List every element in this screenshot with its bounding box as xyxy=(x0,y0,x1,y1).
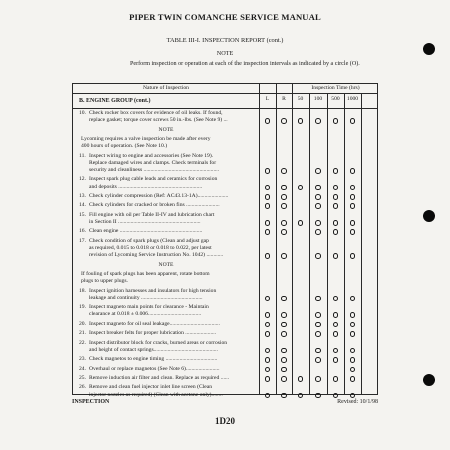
column-header-inspection-time: Inspection Time (hrs) xyxy=(311,85,360,91)
table-divider xyxy=(73,108,377,109)
interval-circle-mark xyxy=(315,168,321,174)
inspection-row xyxy=(73,384,379,398)
interval-circle-mark xyxy=(350,253,356,259)
description-line: clearance at 0.018 ± 0.006...................................... xyxy=(89,311,202,318)
inspection-row xyxy=(73,288,379,302)
interval-circle-mark xyxy=(315,185,321,191)
interval-circle-mark xyxy=(350,203,356,209)
interval-circle-mark xyxy=(315,322,321,328)
interval-circle-mark xyxy=(333,357,339,363)
item-number: 12. xyxy=(79,176,86,183)
interval-circle-mark xyxy=(265,348,271,354)
inspection-row xyxy=(73,110,379,124)
interval-circle-mark xyxy=(298,220,304,226)
inspection-description xyxy=(79,366,257,373)
item-number: 22. xyxy=(79,339,86,346)
interval-circle-mark xyxy=(315,348,321,354)
description-line: Fill engine with oil per Table II-IV and lubrication chart xyxy=(89,211,215,218)
description-line: Check rocker box covers for evidence of oil leaks. If found, xyxy=(89,110,223,116)
table-divider xyxy=(73,93,377,94)
item-number: 24. xyxy=(79,365,86,372)
inspection-row xyxy=(73,153,379,175)
inspection-description xyxy=(79,356,257,363)
interval-circle-mark xyxy=(333,322,339,328)
item-number: 17. xyxy=(79,237,86,244)
interval-circle-mark xyxy=(281,376,287,382)
interval-circle-mark xyxy=(281,348,287,354)
inspection-description xyxy=(79,375,257,382)
inspection-row xyxy=(73,304,379,318)
interval-circle-mark xyxy=(315,357,321,363)
interval-circle-mark xyxy=(281,393,287,399)
inspection-row xyxy=(73,356,379,363)
interval-circle-mark xyxy=(281,357,287,363)
interval-circle-mark xyxy=(265,203,271,209)
item-number: 15. xyxy=(79,211,86,218)
interval-circle-mark xyxy=(265,118,271,124)
description-line: replace gasket; torque cover screws 50 in.-lbs. (See Note 9) ... xyxy=(89,117,228,124)
item-number: 16. xyxy=(79,228,86,235)
interval-circle-mark xyxy=(350,376,356,382)
interval-circle-mark xyxy=(333,331,339,337)
description-line: Check condition of spark plugs (Clean and adjust gap xyxy=(89,237,209,244)
description-line: Replace damaged wires and clamps. Check terminals for xyxy=(89,159,217,166)
description-line: Remove induction air filter and clean. Replace as required ...... xyxy=(89,375,230,381)
interval-circle-mark xyxy=(281,194,287,200)
inspection-row xyxy=(73,321,379,328)
note-text xyxy=(81,271,257,285)
interval-circle-mark xyxy=(315,229,321,235)
interval-circle-mark xyxy=(333,312,339,318)
description-line: leakage and continuity ............................................ xyxy=(89,294,203,301)
interval-circle-mark xyxy=(265,296,271,302)
column-header-l: L xyxy=(265,96,270,102)
description-line: as required, 0.015 to 0.018 or 0.018 to 0.022, per latest xyxy=(89,245,212,251)
page-number: 1D20 xyxy=(215,416,235,426)
interval-circle-mark xyxy=(281,168,287,174)
interval-circle-mark xyxy=(281,322,287,328)
description-line: Lycoming requires a valve inspection be made after every xyxy=(81,136,211,142)
description-line: revision of Lycoming Service Instruction No. 1042) ............ xyxy=(89,252,224,259)
interval-circle-mark xyxy=(333,376,339,382)
interval-circle-mark xyxy=(333,220,339,226)
interval-circle-mark xyxy=(315,253,321,259)
interval-circle-mark xyxy=(333,393,339,399)
inspection-row xyxy=(73,340,379,354)
item-number: 11. xyxy=(79,152,86,159)
note-text-row xyxy=(73,271,379,285)
interval-circle-mark xyxy=(315,393,321,399)
interval-circle-mark xyxy=(350,185,356,191)
interval-circle-mark xyxy=(265,220,271,226)
note-heading-row xyxy=(73,127,379,134)
description-line: Inspect ignition harnesses and insulators for high tension xyxy=(89,287,217,294)
interval-circle-mark xyxy=(265,367,271,373)
interval-circle-mark xyxy=(350,393,356,399)
interval-circle-mark xyxy=(265,393,271,399)
interval-circle-mark xyxy=(281,229,287,235)
interval-circle-mark xyxy=(265,376,271,382)
interval-circle-mark xyxy=(315,194,321,200)
interval-circle-mark xyxy=(281,118,287,124)
description-line: If fouling of spark plugs has been apparent, rotate bottom xyxy=(81,271,210,277)
inspection-row xyxy=(73,375,379,382)
inspection-description xyxy=(79,176,257,190)
description-line: injector nozzles as required) (Clean with acetone only)........ xyxy=(89,391,223,398)
interval-circle-mark xyxy=(315,220,321,226)
inspection-row xyxy=(73,176,379,190)
description-line: Inspect breaker felts for proper lubrication ...................... xyxy=(89,330,217,337)
interval-circle-mark xyxy=(350,220,356,226)
column-header-1000: 1000 xyxy=(346,96,359,102)
inspection-description xyxy=(79,321,257,328)
item-number: 10. xyxy=(79,110,86,116)
item-number: 14. xyxy=(79,202,86,209)
inspection-description xyxy=(79,202,257,209)
interval-circle-mark xyxy=(281,296,287,302)
note-text-row xyxy=(73,136,379,150)
note-text xyxy=(81,136,257,150)
item-number: 26. xyxy=(79,384,86,391)
inspection-row xyxy=(73,366,379,373)
description-line: NOTE xyxy=(158,261,174,268)
interval-circle-mark xyxy=(333,185,339,191)
interval-circle-mark xyxy=(281,185,287,191)
interval-circle-mark xyxy=(350,348,356,354)
description-line: and height of contact springs.............................................. xyxy=(89,346,218,353)
inspection-description xyxy=(79,304,257,318)
interval-circle-mark xyxy=(333,168,339,174)
interval-circle-mark xyxy=(315,312,321,318)
column-header-100: 100 xyxy=(313,96,323,102)
interval-circle-mark xyxy=(350,118,356,124)
interval-circle-mark xyxy=(265,194,271,200)
item-number: 21. xyxy=(79,330,86,337)
item-number: 18. xyxy=(79,287,86,294)
note-text: Perform inspection or operation at each of the inspection intervals as indicated by a circle (O). xyxy=(130,61,360,67)
page-title: PIPER TWIN COMANCHE SERVICE MANUAL xyxy=(129,12,321,22)
description-line: Check cylinder compression (Ref: AC43.13-1A)...................... xyxy=(89,193,229,199)
interval-circle-mark xyxy=(298,185,304,191)
interval-circle-mark xyxy=(315,296,321,302)
inspection-row xyxy=(73,228,379,235)
interval-circle-mark xyxy=(281,331,287,337)
column-header-50: 50 xyxy=(297,96,304,102)
interval-circle-mark xyxy=(265,331,271,337)
interval-circle-mark xyxy=(350,312,356,318)
item-number: 23. xyxy=(79,356,86,363)
punch-hole-middle xyxy=(423,210,435,222)
description-line: Inspect distributor block for cracks, burned areas or corrosion xyxy=(89,339,228,346)
inspection-description xyxy=(79,212,257,226)
inspection-description xyxy=(79,330,257,337)
interval-circle-mark xyxy=(265,253,271,259)
inspection-row xyxy=(73,238,379,260)
column-header-r: R xyxy=(282,96,286,102)
inspection-description xyxy=(79,228,257,235)
interval-circle-mark xyxy=(281,253,287,259)
description-line: security and cleanliness ...................................................... xyxy=(89,167,220,173)
item-number: 25. xyxy=(79,375,86,381)
interval-circle-mark xyxy=(350,194,356,200)
inspection-description xyxy=(79,110,257,124)
description-line: Inspect magneto for oil seal leakage.................................... xyxy=(89,320,220,327)
description-line: Inspect wiring to engine and accessories (See Note 19). xyxy=(89,152,214,159)
inspection-table xyxy=(72,83,378,398)
interval-circle-mark xyxy=(333,194,339,200)
description-line: Inspect spark plug cable leads and ceramics for corrosion xyxy=(89,176,218,183)
inspection-description xyxy=(79,340,257,354)
interval-circle-mark xyxy=(350,168,356,174)
interval-circle-mark xyxy=(350,367,356,373)
interval-circle-mark xyxy=(333,253,339,259)
interval-circle-mark xyxy=(281,312,287,318)
interval-circle-mark xyxy=(333,296,339,302)
interval-circle-mark xyxy=(315,376,321,382)
interval-circle-mark xyxy=(315,118,321,124)
interval-circle-mark xyxy=(298,118,304,124)
description-line: Clean engine ........................................................... xyxy=(89,228,203,235)
item-number: 13. xyxy=(79,193,86,199)
interval-circle-mark xyxy=(350,296,356,302)
description-line: Remove and clean fuel injector inlet line screen (Clean xyxy=(89,384,213,391)
inspection-description xyxy=(79,153,257,175)
inspection-description xyxy=(79,288,257,302)
description-line: 400 hours of operation. (See Note 10.) xyxy=(81,143,168,150)
note-text xyxy=(73,127,259,134)
interval-circle-mark xyxy=(350,357,356,363)
description-line: Check magnetos to engine timing ..................................... xyxy=(89,356,218,363)
description-line: Inspect magneto main points for clearance - Maintain xyxy=(89,304,209,311)
inspection-row xyxy=(73,202,379,209)
inspection-description xyxy=(79,193,257,200)
interval-circle-mark xyxy=(281,203,287,209)
note-heading-row xyxy=(73,262,379,269)
column-header-nature: Nature of Inspection xyxy=(143,85,189,91)
interval-circle-mark xyxy=(315,331,321,337)
description-line: Check cylinders for cracked or broken fins ........................ xyxy=(89,202,220,209)
item-number: 19. xyxy=(79,304,86,311)
inspection-row xyxy=(73,330,379,337)
interval-circle-mark xyxy=(333,203,339,209)
interval-circle-mark xyxy=(350,331,356,337)
interval-circle-mark xyxy=(265,322,271,328)
interval-circle-mark xyxy=(315,203,321,209)
footer-section: INSPECTION xyxy=(72,399,110,405)
inspection-description xyxy=(79,238,257,260)
interval-circle-mark xyxy=(333,229,339,235)
interval-circle-mark xyxy=(265,229,271,235)
description-line: Overhaul or replace magnetos (See Note 6)........................ xyxy=(89,365,220,372)
column-header-500: 500 xyxy=(331,96,340,102)
interval-circle-mark xyxy=(265,168,271,174)
table-title: TABLE III-I. INSPECTION REPORT (cont.) xyxy=(166,37,284,44)
interval-circle-mark xyxy=(281,220,287,226)
inspection-row xyxy=(73,212,379,226)
interval-circle-mark xyxy=(298,376,304,382)
interval-circle-mark xyxy=(350,322,356,328)
interval-circle-mark xyxy=(265,312,271,318)
section-heading: B. ENGINE GROUP (cont.) xyxy=(79,98,151,104)
description-line: in Section II ........................................................... xyxy=(89,219,201,225)
inspection-description xyxy=(79,384,257,398)
interval-circle-mark xyxy=(333,118,339,124)
description-line: plugs to upper plugs. xyxy=(81,278,128,285)
punch-hole-bottom xyxy=(423,374,435,386)
description-line: and deposits ............................................................ xyxy=(89,183,203,190)
item-number: 20. xyxy=(79,320,86,327)
note-text xyxy=(73,262,259,269)
interval-circle-mark xyxy=(350,229,356,235)
description-line: NOTE xyxy=(158,126,174,133)
footer-revision: Revised: 10/1/98 xyxy=(337,399,378,405)
interval-circle-mark xyxy=(265,185,271,191)
inspection-row xyxy=(73,193,379,200)
interval-circle-mark xyxy=(281,367,287,373)
interval-circle-mark xyxy=(265,357,271,363)
note-label: NOTE xyxy=(216,50,234,57)
interval-circle-mark xyxy=(298,393,304,399)
interval-circle-mark xyxy=(333,348,339,354)
